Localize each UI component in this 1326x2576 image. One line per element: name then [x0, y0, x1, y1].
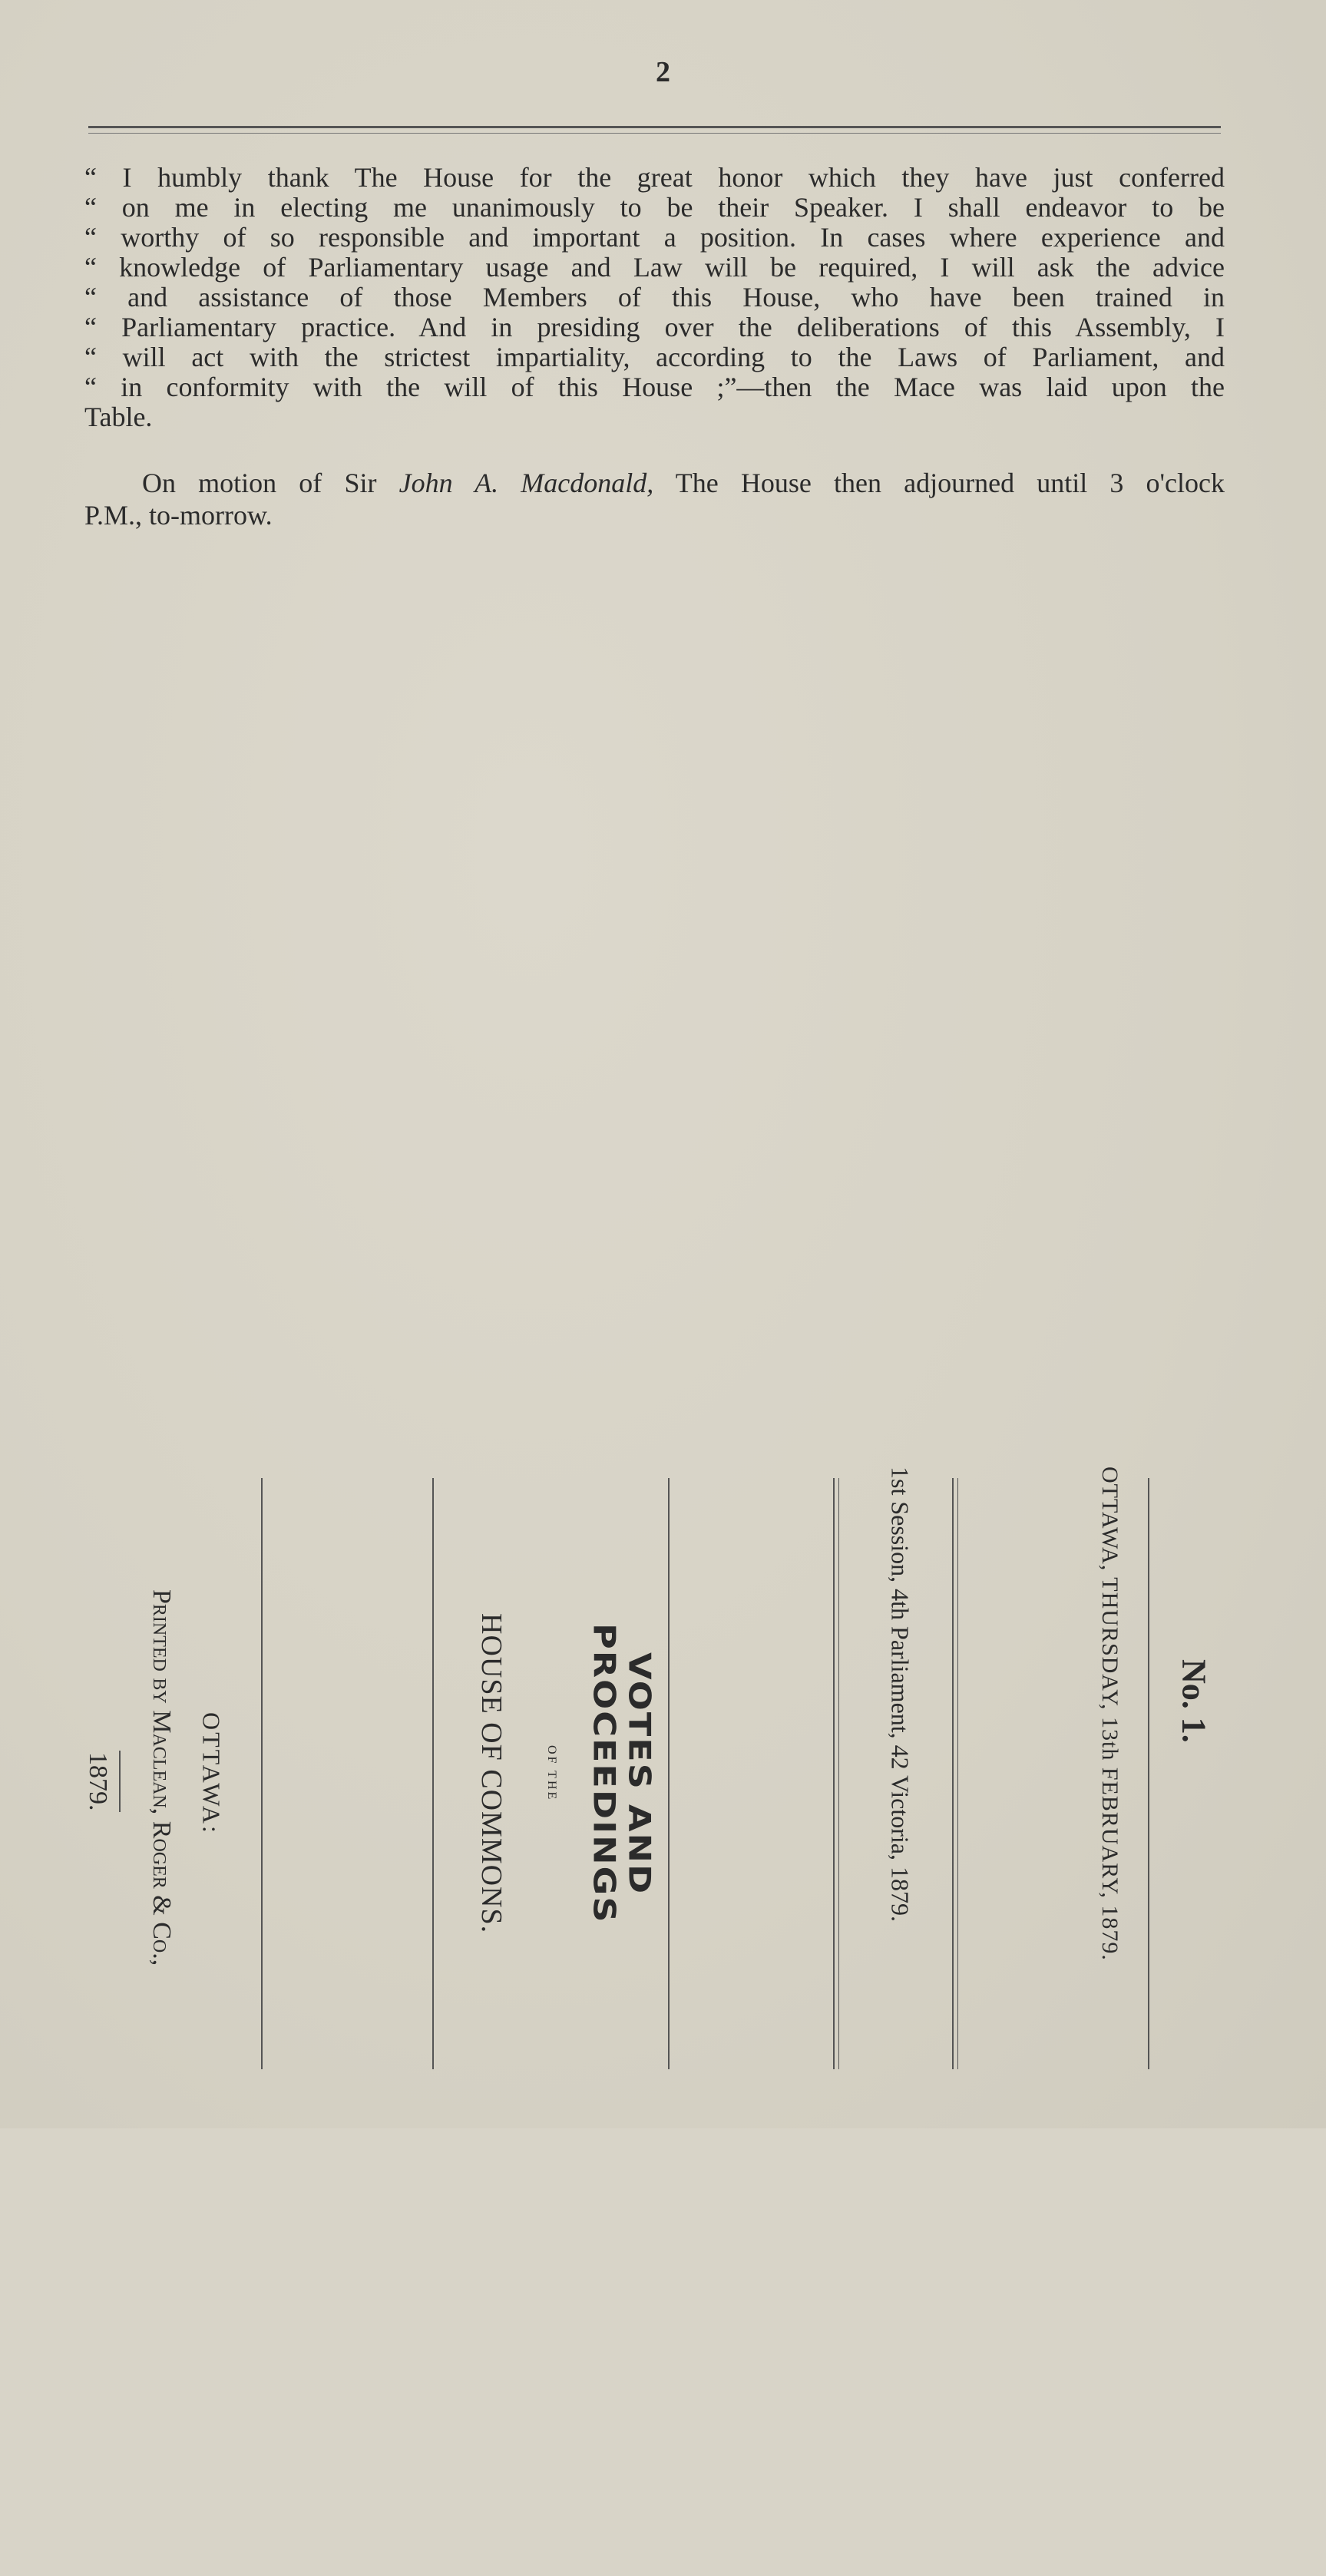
session-line: 1st Session, 4th Parliament, 42 Victoria, 1879. — [886, 1467, 914, 1922]
adjournment-rest: The House then adjourned until 3 o'clock — [653, 468, 1225, 498]
address-line: Table. — [84, 402, 153, 432]
address-line: “ I humbly thank The House for the great honor which they have just conferred — [84, 162, 1225, 193]
short-rule — [119, 1751, 121, 1812]
document-title: VOTES AND PROCEEDINGS — [587, 1623, 657, 1924]
rule — [668, 1478, 670, 2069]
rule — [432, 1478, 434, 2069]
year-label: 1879. — [84, 1751, 112, 1811]
address-line: “ knowledge of Parliamentary usage and Law will be required, I will ask the advice — [84, 252, 1225, 283]
city-label: OTTAWA: — [197, 1712, 226, 1835]
adjournment-prefix: On motion of Sir — [142, 468, 399, 498]
issue-date: OTTAWA, THURSDAY, 13th FEBRUARY, 1879. — [1097, 1467, 1123, 1961]
adjournment-line-2: P.M., to-morrow. — [84, 500, 273, 531]
printer-line: Printed by Maclean, Roger & Co., — [147, 1589, 176, 1966]
of-the-label: OF THE — [545, 1745, 558, 1802]
rule — [261, 1478, 263, 2069]
double-rule — [952, 1478, 958, 2069]
rule — [1148, 1478, 1149, 2069]
address-line: “ on me in electing me unanimously to be their Speaker. I shall endeavor to be — [84, 192, 1225, 223]
mover-name: John A. Macdonald, — [398, 468, 654, 498]
house-title: HOUSE OF COMMONS. — [475, 1613, 508, 1934]
address-line: “ worthy of so responsible and important a position. In cases where experience and — [84, 222, 1225, 253]
double-rule — [833, 1478, 839, 2069]
address-line: “ and assistance of those Members of this House, who have been trained in — [84, 282, 1225, 312]
address-line: “ Parliamentary practice. And in presiding over the deliberations of this Assembly, I — [84, 312, 1225, 342]
address-line: “ in conformity with the will of this House ;”—then the Mace was laid upon the — [84, 372, 1225, 402]
page-number: 2 — [656, 56, 670, 88]
address-line: “ will act with the strictest impartiality, according to the Laws of Parliament, and — [84, 342, 1225, 372]
issue-number: No. 1. — [1175, 1658, 1213, 1743]
